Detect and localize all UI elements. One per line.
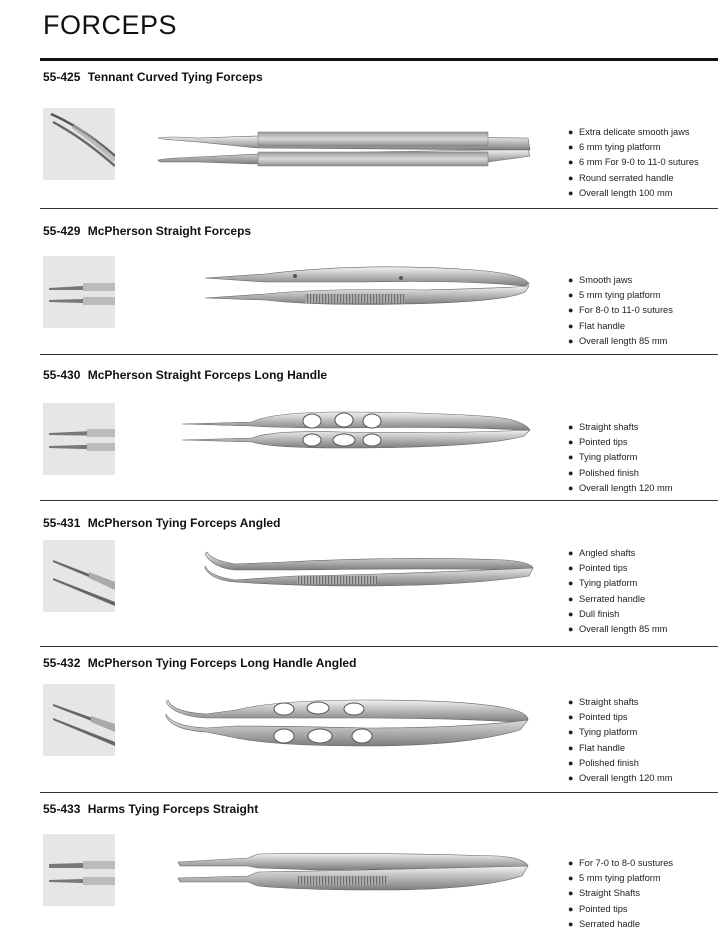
product-code: 55-430 (43, 368, 81, 382)
feature-list (568, 856, 673, 932)
product-name: Harms Tying Forceps Straight (87, 802, 259, 816)
tip-closeup-image (43, 834, 115, 906)
bullet-dot-icon: ● (568, 127, 574, 137)
feature-item: ● Pointed tips (568, 710, 673, 725)
feature-item: ● Flat handle (568, 741, 673, 756)
page-title: FORCEPS (43, 10, 178, 40)
feature-item: ● Straight shafts (568, 420, 673, 435)
product-header (43, 516, 280, 530)
bullet-dot-icon: ● (568, 858, 574, 868)
product-name: McPherson Straight Forceps Long Handle (87, 368, 328, 382)
feature-item: ● 5 mm tying platform (568, 288, 673, 303)
product-header (43, 802, 258, 816)
feature-item: ● Overall length 85 mm (568, 622, 667, 637)
feature-list (568, 546, 667, 637)
forceps-image (166, 696, 530, 750)
bullet-dot-icon: ● (568, 172, 574, 183)
feature-item: ● Angled shafts (568, 546, 667, 561)
product-header (43, 656, 356, 670)
product-header (43, 224, 251, 238)
product-code: 55-429 (43, 224, 81, 238)
product-code: 55-431 (43, 516, 81, 530)
feature-item: ● Serrated hadle (568, 917, 673, 932)
bullet-dot-icon: ● (568, 548, 574, 558)
bullet-dot-icon: ● (568, 712, 574, 723)
bullet-dot-icon: ● (568, 624, 574, 635)
feature-item: ● Smooth jaws (568, 273, 673, 288)
bullet-dot-icon: ● (568, 903, 574, 914)
forceps-image (205, 550, 535, 590)
feature-item: ● For 7-0 to 8-0 sustures (568, 856, 673, 871)
feature-list (568, 273, 673, 349)
feature-item: ● Dull finish (568, 607, 667, 622)
tip-closeup-image (43, 108, 115, 180)
bullet-dot-icon: ● (568, 697, 574, 707)
bullet-dot-icon: ● (568, 467, 574, 478)
feature-item: ● Extra delicate smooth jaws (568, 125, 699, 140)
tip-closeup-image (43, 684, 115, 756)
feature-item: ● 6 mm tying platform (568, 140, 699, 155)
section-divider (40, 500, 718, 501)
product-code: 55-425 (43, 70, 81, 84)
feature-item: ● Polished finish (568, 466, 673, 481)
feature-item: ● Straight shafts (568, 695, 673, 710)
bullet-dot-icon: ● (568, 757, 574, 768)
feature-list (568, 695, 673, 786)
tip-closeup-image (43, 403, 115, 475)
forceps-image (158, 128, 533, 170)
section-divider (40, 208, 718, 209)
feature-item: ● Straight Shafts (568, 886, 673, 901)
forceps-image (205, 264, 530, 308)
bullet-dot-icon: ● (568, 437, 574, 448)
feature-item: ● 6 mm For 9-0 to 11-0 sutures (568, 155, 699, 170)
forceps-image (182, 408, 532, 452)
feature-item: ● Polished finish (568, 756, 673, 771)
feature-item: ● Tying platform (568, 725, 673, 740)
feature-item: ● Tying platform (568, 450, 673, 465)
feature-item: ● Overall length 100 mm (568, 186, 699, 201)
feature-item: ● Pointed tips (568, 561, 667, 576)
bullet-dot-icon: ● (568, 563, 574, 574)
section-divider (40, 354, 718, 355)
bullet-dot-icon: ● (568, 142, 574, 153)
feature-item: ● Pointed tips (568, 902, 673, 917)
product-code: 55-432 (43, 656, 81, 670)
title-rule (40, 58, 718, 61)
bullet-dot-icon: ● (568, 305, 574, 316)
bullet-dot-icon: ● (568, 727, 574, 738)
section-divider (40, 792, 718, 793)
feature-item: ● Overall length 120 mm (568, 481, 673, 496)
product-name: McPherson Straight Forceps (87, 224, 252, 238)
product-name: McPherson Tying Forceps Long Handle Angled (87, 656, 357, 670)
bullet-dot-icon: ● (568, 320, 574, 331)
forceps-image (178, 850, 530, 894)
tip-closeup-image (43, 256, 115, 328)
product-code: 55-433 (43, 802, 81, 816)
bullet-dot-icon: ● (568, 452, 574, 463)
bullet-dot-icon: ● (568, 290, 574, 301)
bullet-dot-icon: ● (568, 335, 574, 346)
product-name: Tennant Curved Tying Forceps (87, 70, 263, 84)
bullet-dot-icon: ● (568, 157, 574, 168)
section-divider (40, 646, 718, 647)
feature-item: ● For 8-0 to 11-0 sutures (568, 303, 673, 318)
bullet-dot-icon: ● (568, 593, 574, 604)
bullet-dot-icon: ● (568, 608, 574, 619)
feature-item: ● 5 mm tying platform (568, 871, 673, 886)
feature-item: ● Flat handle (568, 319, 673, 334)
tip-closeup-image (43, 540, 115, 612)
bullet-dot-icon: ● (568, 873, 574, 884)
feature-item: ● Tying platform (568, 576, 667, 591)
bullet-dot-icon: ● (568, 742, 574, 753)
feature-item: ● Overall length 120 mm (568, 771, 673, 786)
bullet-dot-icon: ● (568, 773, 574, 784)
feature-item: ● Round serrated handle (568, 171, 699, 186)
feature-item: ● Overall length 85 mm (568, 334, 673, 349)
bullet-dot-icon: ● (568, 578, 574, 589)
bullet-dot-icon: ● (568, 422, 574, 432)
bullet-dot-icon: ● (568, 888, 574, 899)
bullet-dot-icon: ● (568, 187, 574, 198)
feature-item: ● Serrated handle (568, 592, 667, 607)
product-name: McPherson Tying Forceps Angled (87, 516, 281, 530)
feature-list (568, 125, 699, 201)
feature-list (568, 420, 673, 496)
bullet-dot-icon: ● (568, 275, 574, 285)
feature-item: ● Pointed tips (568, 435, 673, 450)
product-header (43, 368, 327, 382)
product-header (43, 70, 263, 84)
bullet-dot-icon: ● (568, 482, 574, 493)
bullet-dot-icon: ● (568, 918, 574, 929)
